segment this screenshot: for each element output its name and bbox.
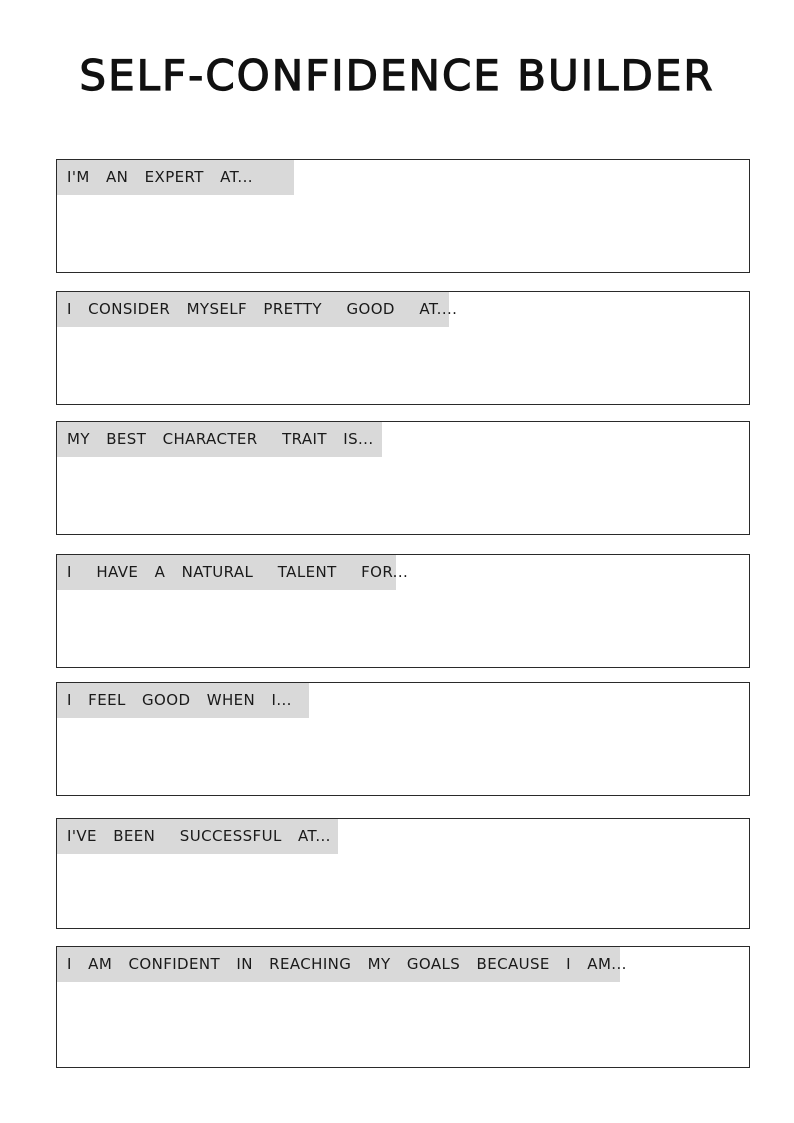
answer-area[interactable] [57,590,749,667]
prompt-box-feel-good [56,682,750,796]
prompt-label: I'VE BEEN SUCCESSFUL AT... [57,819,338,854]
prompt-box-pretty-good [56,291,750,405]
answer-area[interactable] [57,854,749,928]
prompt-label: MY BEST CHARACTER TRAIT IS... [57,422,382,457]
page-title: SELF-CONFIDENCE BUILDER [79,51,715,100]
prompt-label: I AM CONFIDENT IN REACHING MY GOALS BECAUSE I AM... [57,947,620,982]
prompt-box-successful [56,818,750,929]
prompt-box-natural-talent [56,554,750,668]
answer-area[interactable] [57,718,749,795]
prompt-label: I HAVE A NATURAL TALENT FOR... [57,555,396,590]
prompt-box-character-trait [56,421,750,535]
prompt-label: I CONSIDER MYSELF PRETTY GOOD AT.... [57,292,449,327]
answer-area[interactable] [57,327,749,404]
prompt-box-confident-goals [56,946,750,1068]
prompt-label: I FEEL GOOD WHEN I... [57,683,309,718]
prompt-label: I'M AN EXPERT AT... [57,160,294,195]
answer-area[interactable] [57,457,749,534]
answer-area[interactable] [57,195,749,272]
answer-area[interactable] [57,982,749,1067]
prompt-box-expert [56,159,750,273]
